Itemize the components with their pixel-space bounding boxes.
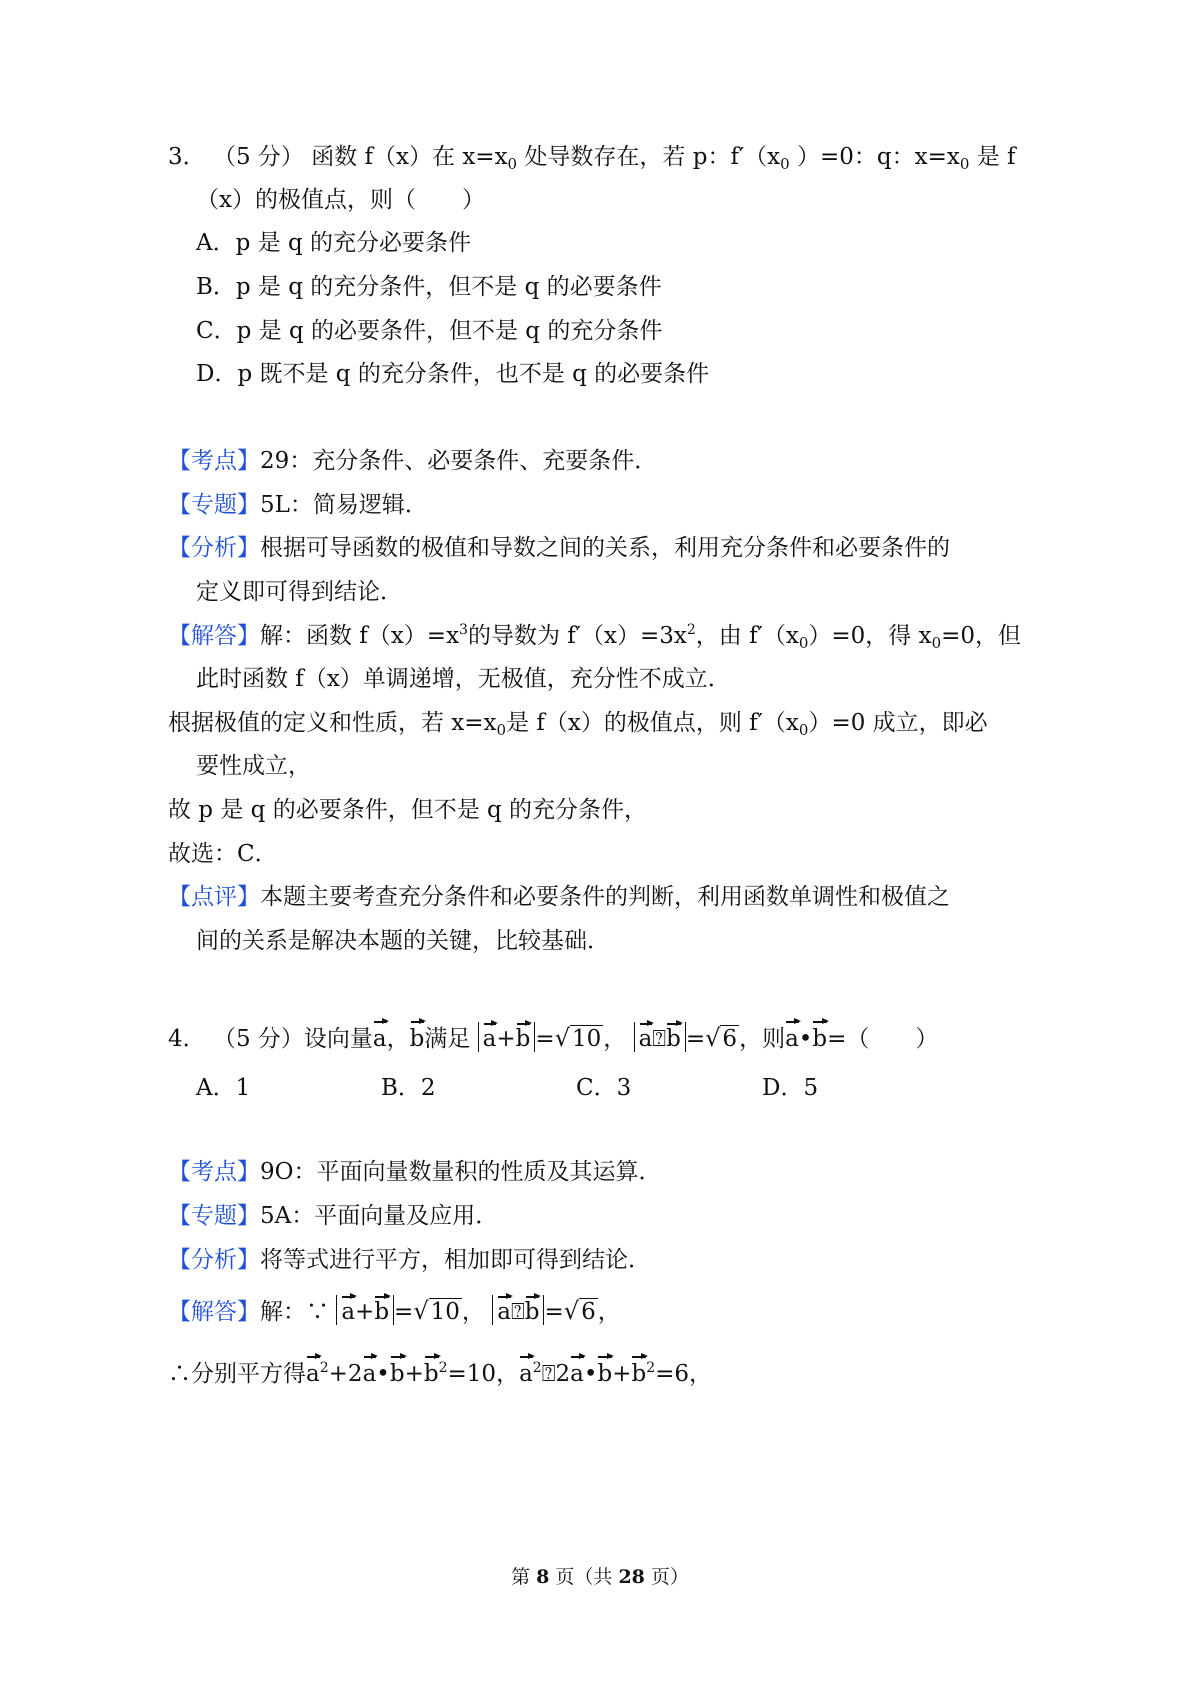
vector-a: a xyxy=(373,1020,387,1054)
vector-b: b xyxy=(516,1022,531,1052)
vector-a: a xyxy=(363,1355,377,1389)
fenxi-text: 将等式进行平方，相加即可得到结论． xyxy=(260,1247,651,1273)
radical-icon: √ xyxy=(563,1297,580,1325)
radical-icon: √ xyxy=(554,1024,570,1052)
question-score: （5 分） xyxy=(212,144,304,170)
q3-jieda-line5: 故 p 是 q 的必要条件，但不是 q 的充分条件， xyxy=(168,797,648,823)
q3-option-a: A．p 是 q 的充分必要条件 xyxy=(196,230,471,256)
jieda-tag: 【解答】 xyxy=(168,1299,260,1325)
radical-icon: √ xyxy=(705,1024,721,1052)
vector-a: a xyxy=(785,1020,799,1054)
vector-a: a xyxy=(570,1355,584,1389)
stem-text: 处导数存在，若 p：f′（x xyxy=(524,144,781,170)
fenxi-tag: 【分析】 xyxy=(168,1247,260,1273)
q3-jieda-line3 xyxy=(168,708,988,738)
kaodian-tag: 【考点】 xyxy=(168,1159,260,1185)
jieda-text: 解：函数 f（x）=x xyxy=(260,623,460,649)
q3-jieda-line4: 要性成立， xyxy=(196,753,311,779)
page-number: 8 xyxy=(536,1566,550,1588)
zhuanti-text: 5A：平面向量及应用． xyxy=(260,1203,499,1229)
q4-option-c: C．3 xyxy=(576,1075,632,1101)
superscript: 3 xyxy=(459,622,468,638)
radicand: 6 xyxy=(581,1299,596,1325)
plus-sign: + xyxy=(612,1361,632,1387)
q4-kaodian xyxy=(168,1157,662,1187)
equals-sign: = xyxy=(544,1299,564,1325)
abs-sum xyxy=(478,1022,536,1052)
vector-b: b xyxy=(424,1355,439,1389)
dot-operator: • xyxy=(583,1361,598,1387)
q4-option-b: B．2 xyxy=(381,1075,436,1101)
radicand: 10 xyxy=(430,1299,460,1325)
zhuanti-tag: 【专题】 xyxy=(168,492,260,518)
q3-jieda-line1 xyxy=(168,621,1021,651)
zhuanti-tag: 【专题】 xyxy=(168,1203,260,1229)
vector-a: a xyxy=(483,1022,497,1052)
comma: ， xyxy=(461,1299,485,1325)
comma: ， xyxy=(386,1026,410,1052)
q4-stem xyxy=(168,1020,938,1054)
answer-blank: =（ ） xyxy=(827,1026,939,1052)
jieda-text: 是 f（x）的极值点，则 f′（x xyxy=(506,710,799,736)
vector-b: b xyxy=(390,1355,405,1389)
comma: ， xyxy=(597,1299,621,1325)
jieda-text: ，由 f′（x xyxy=(695,623,799,649)
q3-dianping-line2: 间的关系是解决本题的关键，比较基础． xyxy=(196,928,610,954)
superscript: 2 xyxy=(646,1360,656,1376)
unknown-glyph-icon: ⍰ xyxy=(652,1026,667,1052)
kaodian-text: 9O：平面向量数量积的性质及其运算． xyxy=(260,1159,662,1185)
subscript: 0 xyxy=(959,155,970,173)
sqrt-10 xyxy=(413,1296,462,1327)
kaodian-tag: 【考点】 xyxy=(168,448,260,474)
q4-option-a: A．1 xyxy=(196,1075,251,1101)
superscript: 2 xyxy=(438,1360,448,1376)
fenxi-tag: 【分析】 xyxy=(168,535,260,561)
unknown-glyph-icon: ⍰ xyxy=(510,1299,525,1325)
jieda-text: 解：∵ xyxy=(260,1299,329,1325)
page-total: 28 xyxy=(618,1566,645,1588)
dot-operator: • xyxy=(376,1361,390,1387)
superscript: 2 xyxy=(686,622,696,638)
coefficient: 2 xyxy=(555,1361,571,1387)
q3-dianping-line1 xyxy=(168,882,950,912)
q3-fenxi-line1 xyxy=(168,533,950,563)
q3-jieda-line6: 故选：C． xyxy=(168,841,278,867)
question-number: 3． xyxy=(168,144,206,170)
jieda-tag: 【解答】 xyxy=(168,623,260,649)
abs-diff xyxy=(634,1022,686,1052)
radicand: 10 xyxy=(571,1026,602,1052)
q3-jieda-line2: 此时函数 f（x）单调递增，无极值，充分性不成立． xyxy=(196,666,731,692)
jieda-text: ）=0，得 x xyxy=(808,623,932,649)
footer-text: 页（共 xyxy=(549,1566,619,1588)
vector-a: a xyxy=(341,1295,355,1325)
jieda-text: =6， xyxy=(655,1361,713,1387)
q3-stem-line1 xyxy=(168,142,1016,172)
superscript: 2 xyxy=(319,1360,329,1376)
vector-a: a xyxy=(519,1355,533,1389)
q3-option-c: C．p 是 q 的必要条件，但不是 q 的充分条件 xyxy=(196,318,663,344)
jieda-text: ∴分别平方得 xyxy=(168,1361,306,1387)
vector-a: a xyxy=(639,1022,653,1052)
abs-sum xyxy=(336,1295,394,1325)
jieda-text: =0，但 xyxy=(941,623,1022,649)
radicand: 6 xyxy=(722,1026,738,1052)
stem-text: 函数 f（x）在 x=x xyxy=(311,144,508,170)
sqrt-10 xyxy=(555,1023,604,1054)
subscript: 0 xyxy=(798,634,809,652)
kaodian-text: 29：充分条件、必要条件、充要条件． xyxy=(260,448,658,474)
vector-b: b xyxy=(812,1020,827,1054)
plus-sign: + xyxy=(496,1026,516,1052)
equals-sign: = xyxy=(685,1026,706,1052)
abs-diff xyxy=(492,1295,544,1325)
subscript: 0 xyxy=(798,721,809,739)
sqrt-6 xyxy=(564,1296,598,1327)
coefficient: 2 xyxy=(347,1361,363,1387)
vector-a: a xyxy=(306,1355,320,1389)
jieda-text: 的导数为 f′（x）=3x xyxy=(467,623,687,649)
jieda-text: 根据极值的定义和性质，若 x=x xyxy=(168,710,497,736)
vector-b: b xyxy=(631,1355,646,1389)
q3-stem-line2: （x）的极值点，则（ ） xyxy=(196,187,485,213)
footer-text: 页） xyxy=(644,1566,689,1588)
stem-text: 满足 xyxy=(424,1026,471,1052)
radical-icon: √ xyxy=(413,1297,429,1325)
plus-sign: + xyxy=(404,1361,424,1387)
comma: ， xyxy=(603,1026,627,1052)
q3-zhuanti xyxy=(168,490,428,520)
vector-b: b xyxy=(666,1022,681,1052)
stem-text: 设向量 xyxy=(303,1026,373,1052)
stem-text: 是 f xyxy=(976,144,1016,170)
jieda-text: ）=0 成立，即必 xyxy=(808,710,988,736)
question-score: （5 分） xyxy=(212,1026,304,1052)
dianping-tag: 【点评】 xyxy=(168,884,260,910)
q3-fenxi-line2: 定义即可得到结论． xyxy=(196,579,403,605)
q4-jieda-line2 xyxy=(168,1355,712,1389)
fenxi-text: 根据可导函数的极值和导数之间的关系，利用充分条件和必要条件的 xyxy=(260,535,950,561)
subscript: 0 xyxy=(496,721,507,739)
plus-sign: + xyxy=(355,1299,375,1325)
q4-fenxi xyxy=(168,1245,651,1275)
vector-a: a xyxy=(497,1295,511,1325)
page-footer xyxy=(0,1562,1200,1589)
dianping-text: 本题主要考查充分条件和必要条件的判断，利用函数单调性和极值之 xyxy=(260,884,950,910)
vector-b: b xyxy=(410,1020,425,1054)
q3-option-d: D．p 既不是 q 的充分条件，也不是 q 的必要条件 xyxy=(196,361,710,387)
unknown-glyph-icon: ⍰ xyxy=(541,1361,556,1387)
equals-sign: = xyxy=(535,1026,555,1052)
q4-zhuanti xyxy=(168,1201,498,1231)
question-number: 4． xyxy=(168,1026,206,1052)
stem-text: ，则 xyxy=(739,1026,786,1052)
jieda-text: =10， xyxy=(447,1361,520,1387)
stem-text: ）=0：q：x=x xyxy=(797,144,960,170)
plus-sign: + xyxy=(328,1361,348,1387)
subscript: 0 xyxy=(931,634,942,652)
footer-text: 第 xyxy=(511,1566,537,1588)
sqrt-6 xyxy=(705,1023,739,1054)
superscript: 2 xyxy=(532,1360,542,1376)
vector-b: b xyxy=(597,1355,612,1389)
q4-jieda-line1 xyxy=(168,1295,621,1327)
zhuanti-text: 5L：简易逻辑． xyxy=(260,492,428,518)
vector-b: b xyxy=(374,1295,389,1325)
equals-sign: = xyxy=(394,1299,414,1325)
subscript: 0 xyxy=(507,155,518,173)
q4-option-d: D．5 xyxy=(762,1075,819,1101)
q3-kaodian xyxy=(168,446,657,476)
dot-operator: • xyxy=(798,1026,813,1052)
q3-option-b: B．p 是 q 的充分条件，但不是 q 的必要条件 xyxy=(196,274,662,300)
vector-b: b xyxy=(525,1295,540,1325)
subscript: 0 xyxy=(780,155,790,173)
